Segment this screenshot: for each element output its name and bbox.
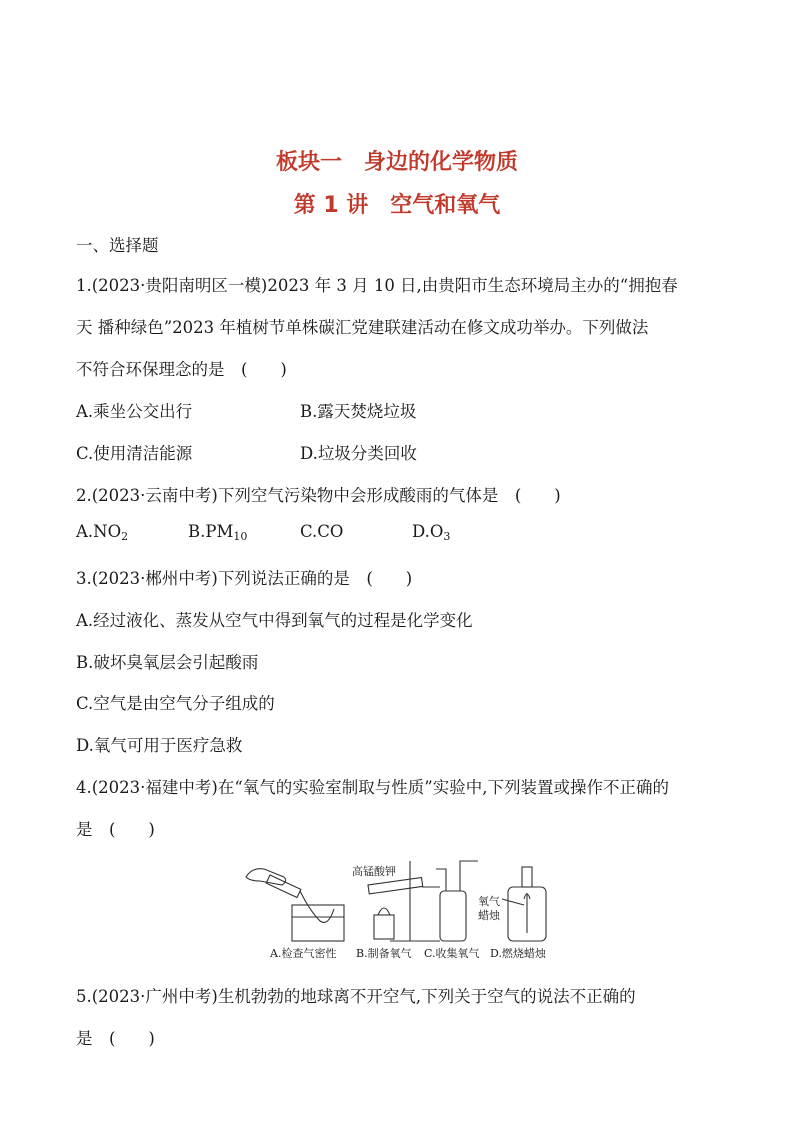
- q4-line1: 4.(2023·福建中考)在“氧气的实验室制取与性质”实验中,下列装置或操作不正确的: [76, 778, 669, 797]
- q2-option-b: $B.PM_{10}$: [188, 522, 248, 543]
- q4-line2: 是 ( ): [76, 820, 155, 839]
- q2-line1: 2.(2023·云南中考)下列空气污染物中会形成酸雨的气体是 ( ): [76, 486, 561, 505]
- q1-option-b: B.露天焚烧垃圾: [300, 402, 417, 421]
- label-oxygen: 氧气: [478, 895, 500, 908]
- q2-option-a: $A.NO_2$: [76, 522, 129, 543]
- apparatus-drawing: [240, 853, 560, 945]
- q3-option-c: C.空气是由空气分子组成的: [76, 694, 275, 713]
- hand-icon: [246, 869, 286, 885]
- caption-c: C.收集氧气: [424, 947, 480, 960]
- q2-option-d: $D.O_3$: [412, 522, 451, 543]
- test-tube-a: [266, 875, 301, 898]
- experiment-figure: [240, 853, 560, 963]
- caption-b: B.制备氧气: [356, 947, 412, 960]
- q5-line1: 5.(2023·广州中考)生机勃勃的地球离不开空气,下列关于空气的说法不正确的: [76, 987, 636, 1006]
- label-candle: 蜡烛: [478, 909, 500, 922]
- section-heading: 一、选择题: [76, 236, 159, 255]
- q5-line2: 是 ( ): [76, 1029, 155, 1048]
- lesson-title: 第 1 讲 空气和氧气: [293, 193, 501, 218]
- caption-a: A.检查气密性: [270, 947, 337, 960]
- test-tube-b: [368, 877, 423, 893]
- caption-d: D.燃烧蜡烛: [490, 947, 546, 960]
- alcohol-lamp: [374, 915, 394, 939]
- page-title: 板块一 身边的化学物质: [275, 150, 518, 175]
- q2-option-c: C.CO: [300, 522, 344, 541]
- gas-bottle-c: [440, 891, 466, 941]
- q1-line3: 不符合环保理念的是 ( ): [76, 360, 287, 379]
- q3-line1: 3.(2023·郴州中考)下列说法正确的是 ( ): [76, 569, 413, 588]
- flame-icon: [378, 908, 390, 915]
- q1-option-d: D.垃圾分类回收: [300, 444, 417, 463]
- q3-option-b: B.破坏臭氧层会引起酸雨: [76, 653, 259, 672]
- q3-option-a: A.经过液化、蒸发从空气中得到氧气的过程是化学变化: [76, 611, 473, 630]
- q1-option-c: C.使用清洁能源: [76, 444, 193, 463]
- q1-line1: 1.(2023·贵阳南明区一模)2023 年 3 月 10 日,由贵阳市生态环境局主办的“拥抱春: [76, 276, 678, 295]
- label-potassium-permanganate: 高锰酸钾: [352, 865, 396, 878]
- q1-option-a: A.乘坐公交出行: [76, 402, 193, 421]
- delivery-tube-a: [300, 891, 334, 923]
- q3-option-d: D.氧气可用于医疗急救: [76, 736, 243, 755]
- beaker-a: [292, 905, 344, 941]
- q1-line2: 天 播种绿色”2023 年植树节单株碳汇党建联建活动在修文成功举办。下列做法: [76, 318, 649, 337]
